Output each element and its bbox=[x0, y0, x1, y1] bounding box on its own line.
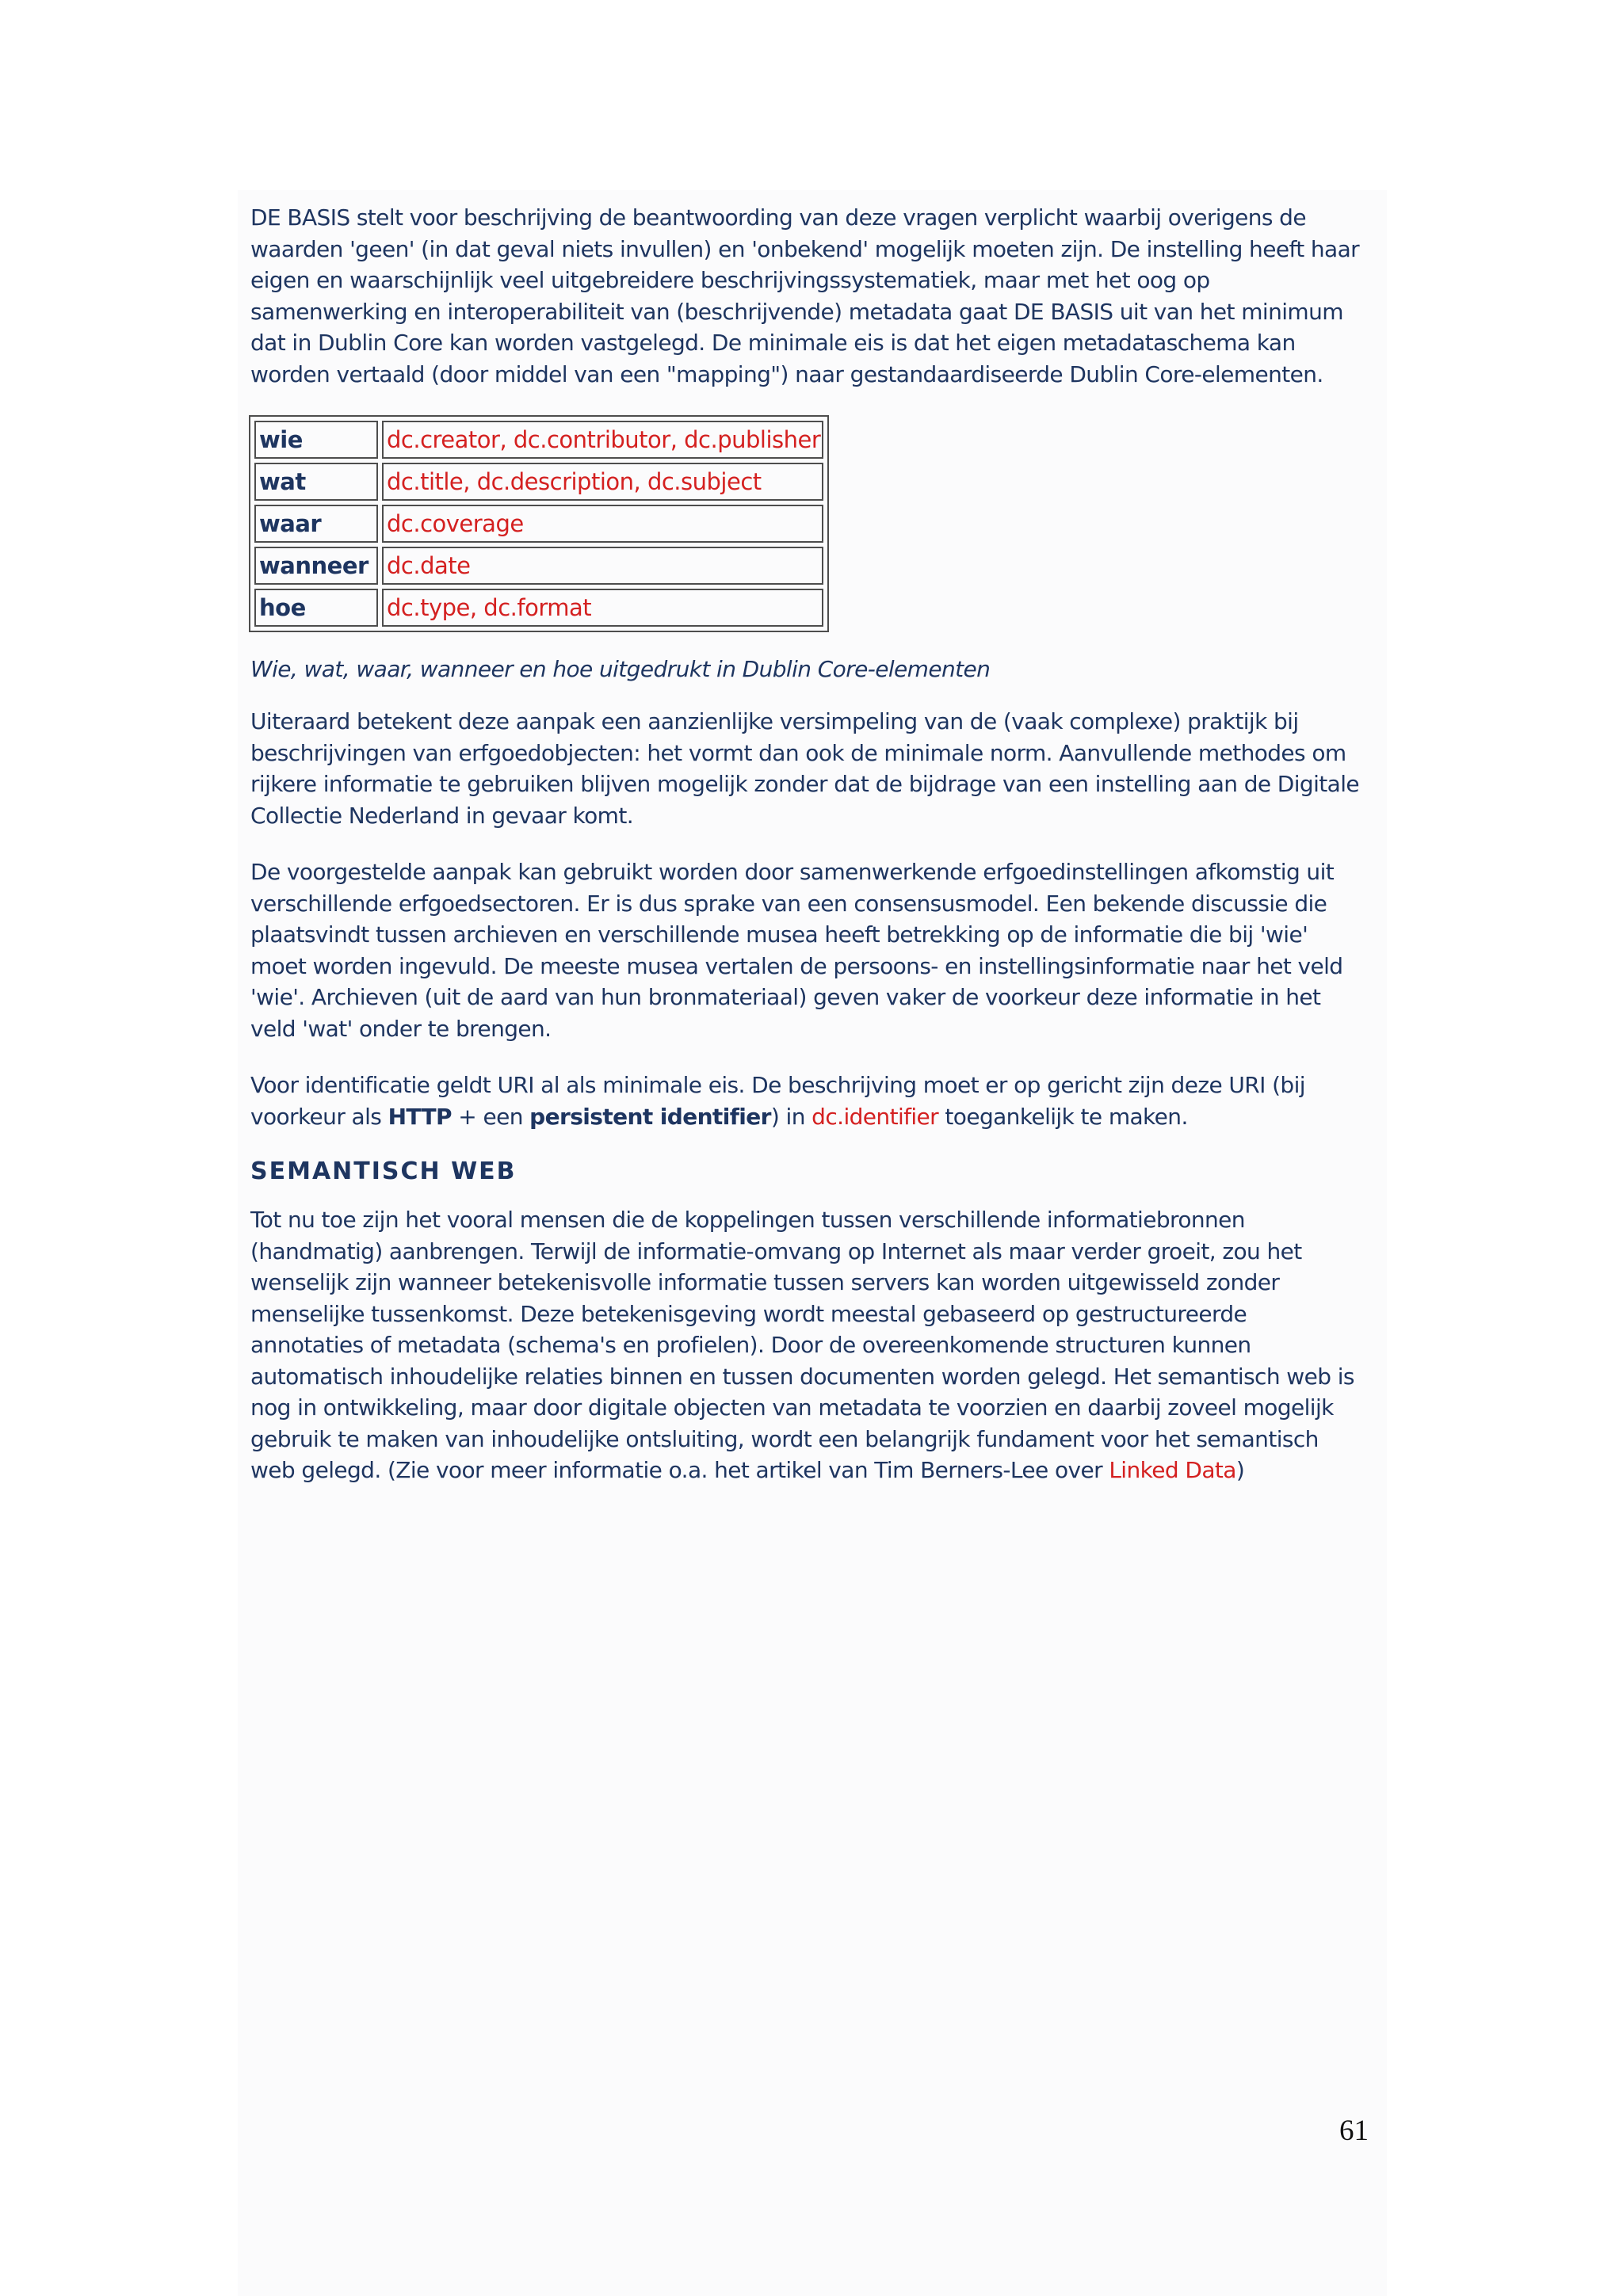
table-row bbox=[254, 547, 823, 585]
http-term: HTTP bbox=[388, 1103, 452, 1130]
identificatie-text: + een bbox=[451, 1103, 530, 1130]
table-row bbox=[254, 505, 823, 543]
question-cell: hoe bbox=[254, 589, 378, 627]
question-cell: wat bbox=[254, 463, 378, 501]
elements-cell: dc.date bbox=[382, 547, 823, 585]
question-cell: wie bbox=[254, 421, 378, 459]
paragraph-identificatie bbox=[250, 1070, 1360, 1132]
semantisch-web-text: ) bbox=[1235, 1457, 1245, 1483]
paragraph-consensusmodel: De voorgestelde aanpak kan gebruikt worden door samenwerkende erfgoedinstellingen afkomstig uit verschillende erfgoedsectoren. Er is dus sprake van een consensusmodel. Een bekende discussie die plaatsvindt tussen archieven en verschillende musea heeft betrekking op de informatie die bij 'wie' moet worden ingevuld. De meeste musea vertalen de persoons- en instellingsinformatie naar het veld 'wie'. Archieven (uit de aard van hun bronmateriaal) geven vaker de voorkeur deze informatie in het veld 'wat' onder te brengen. bbox=[250, 859, 1343, 1042]
table-row bbox=[254, 421, 823, 459]
identificatie-text: toegankelijk te maken. bbox=[938, 1103, 1188, 1130]
question-cell: wanneer bbox=[254, 547, 378, 585]
identificatie-text: Voor identificatie geldt URI al als minimale eis. De beschrijving moet er op gericht zijn deze URI (bij voorkeur als bbox=[250, 1072, 1305, 1130]
table-row bbox=[254, 463, 823, 501]
identificatie-text: ) in bbox=[770, 1103, 812, 1130]
page-content bbox=[250, 202, 1360, 1512]
elements-cell: dc.coverage bbox=[382, 505, 823, 543]
paragraph-semantisch-web bbox=[250, 1204, 1360, 1486]
paragraph-de-basis: DE BASIS stelt voor beschrijving de beantwoording van deze vragen verplicht waarbij overigens de waarden 'geen' (in dat geval niets invullen) en 'onbekend' mogelijk moeten zijn. De instelling heeft haar eigen en waarschijnlijk veel uitgebreidere beschrijvingssystematiek, maar met het oog op samenwerking en interoperabiliteit van (beschrijvende) metadata gaat DE BASIS uit van het minimum dat in Dublin Core kan worden vastgelegd. De minimale eis is dat het eigen metadataschema kan worden vertaald (door middel van een "mapping") naar gestandaardiseerde Dublin Core-elementen. bbox=[250, 204, 1360, 387]
table-row bbox=[254, 589, 823, 627]
dc-identifier-term: dc.identifier bbox=[812, 1103, 939, 1130]
dublin-core-table bbox=[249, 415, 829, 632]
linked-data-link[interactable]: Linked Data bbox=[1109, 1457, 1236, 1483]
elements-cell: dc.type, dc.format bbox=[382, 589, 823, 627]
elements-cell: dc.creator, dc.contributor, dc.publisher bbox=[382, 421, 823, 459]
page-number: 61 bbox=[1339, 2115, 1369, 2147]
semantisch-web-text: Tot nu toe zijn het vooral mensen die de koppelingen tussen verschillende informatiebronnen (handmatig) aanbrengen. Terwijl de informatie-omvang op Internet als maar verder groeit, zou het wenselijk zijn wanneer betekenisvolle informatie tussen servers kan worden uitgewisseld zonder menselijke tussenkomst. Deze betekenisgeving wordt meestal gebaseerd op gestructureerde annotaties of metadata (schema's en profielen). Door de overeenkomende structuren kunnen automatisch inhoudelijke relaties binnen en tussen documenten worden gelegd. Het semantisch web is nog in ontwikkeling, maar door digitale objecten van metadata te voorzien en daarbij zoveel mogelijk gebruik te maken van inhoudelijke ontsluiting, wordt een belangrijk fundament voor het semantisch web gelegd. (Zie voor meer informatie o.a. het artikel van Tim Berners-Lee over bbox=[250, 1207, 1354, 1483]
table-caption: Wie, wat, waar, wanneer en hoe uitgedrukt in Dublin Core-elementen bbox=[250, 656, 991, 682]
persistent-identifier-term: persistent identifier bbox=[529, 1103, 771, 1130]
question-cell: waar bbox=[254, 505, 378, 543]
elements-cell: dc.title, dc.description, dc.subject bbox=[382, 463, 823, 501]
section-heading: SEMANTISCH WEB bbox=[250, 1158, 517, 1185]
paragraph-uiteraard: Uiteraard betekent deze aanpak een aanzienlijke versimpeling van de (vaak complexe) praktijk bij beschrijvingen van erfgoedobjecten: het vormt dan ook de minimale norm. Aanvullende methodes om rijkere informatie te gebruiken blijven mogelijk zonder dat de bijdrage van een instelling aan de Digitale Collectie Nederland in gevaar komt. bbox=[250, 708, 1360, 829]
